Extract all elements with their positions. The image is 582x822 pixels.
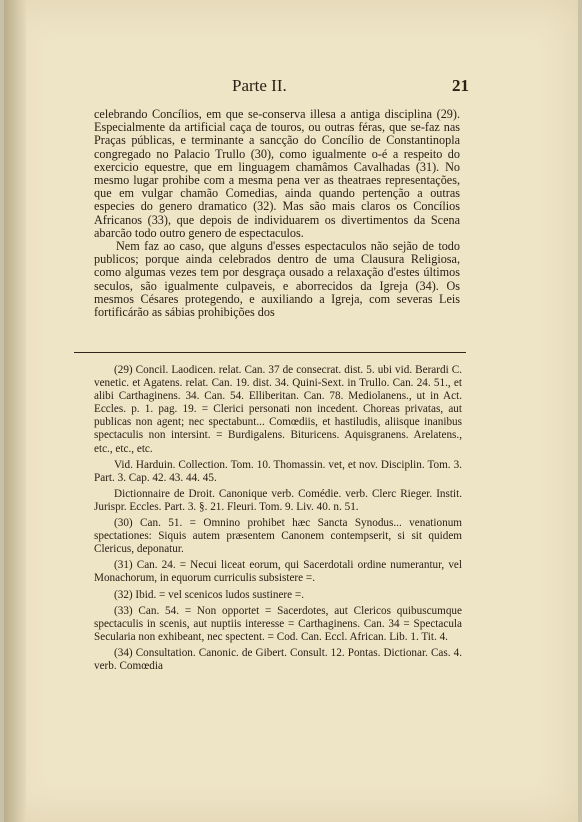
footnote: Dictionnaire de Droit. Canonique verb. Comédie. verb. Clerc Rieger. Instit. Jurispr. Eccles. Part. 3. §. 21. Fleuri. Tom. 9. Liv. 40. n. 51. — [94, 487, 462, 513]
body-paragraph: celebrando Concílios, em que se-conserva illesa a antiga disciplina (29). Especialmente da artificial caça de touros, ou outras féras, que se-faz nas Praças públicas, e terminante a sancção do Concílio de Constantinopla congregado no Palacio Trullo (30), como igualmente o-é a respeito do exercicio equestre, que em linguagem chamâmos Cavalhadas (31). No mesmo lugar prohibe com a mesma pena ver as theatraes representações, que em vulgar chamão Comedias, ainda quando pertenção a outras especies do genero dramatico (32). Mas são mais claros os Concílios Africanos (33), que depois de individuarem os divertimentos da Scena abarcão todo outro genero de espectaculos. — [94, 107, 460, 240]
footnote-divider — [74, 352, 466, 353]
footnotes — [94, 364, 462, 676]
footnote: (30) Can. 51. = Omnino prohibet hæc Sancta Synodus... venationum spectationes: Siquis autem præsentem Canonem contempserit, si sit quidem Clericus, deponatur. — [94, 517, 462, 556]
main-text — [94, 108, 460, 319]
book-page — [4, 0, 578, 822]
page-number: 21 — [452, 76, 469, 95]
footnote: (31) Can. 24. = Necui liceat eorum, qui Sacerdotali ordine numerantur, vel Monachorum, in equorum curriculis subsistere =. — [94, 559, 462, 585]
footnote: (29) Concil. Laodicen. relat. Can. 37 de consecrat. dist. 5. ubi vid. Berardi C. venetic. et Agatens. relat. Can. 19. dist. 34. Quini-Sext. in Trullo. Can. 24. 51., et alibi Carthaginens. 34. Can. 54. Elliberitan. Can. 78. Mediolanens., ut in Act. Eccles. p. 1. pag. 19. = Clerici personati non incedent. Choreas privatas, aut publicas non agent; nec spectabunt... Comœdiis, et hastiludis, aliisque inanibus spectaculis non intersint. = Burdigalens. Bituricens. Aquisgranens. Arelatens., etc., etc., etc. — [94, 364, 462, 455]
page-gutter — [4, 0, 26, 822]
footnote: Vid. Harduin. Collection. Tom. 10. Thomassin. vet, et nov. Disciplin. Tom. 3. Part. 3. Cap. 42. 43. 44. 45. — [94, 458, 462, 484]
body-paragraph: Nem faz ao caso, que alguns d'esses espectaculos não sejão de todo publicos; porque ainda celebrados dentro de uma Clausura Religiosa, como algumas vezes tem por desgraça ousado a relaxação d'estes últimos seculos, são igualmente culpaveis, e aborrecidos da Igreja (34). Os mesmos Césares protegendo, e auxiliando a Igreja, com severas Leis fortificárão as sábias prohibições dos — [94, 239, 460, 320]
page-header — [114, 76, 469, 100]
footnote: (33) Can. 54. = Non opportet = Sacerdotes, aut Clericos quibuscumque spectaculis in scenis, aut nuptiis interesse = Carthaginens. Can. 34 = Spectacula Secularia non exhibeant, nec spectent. = Cod. Can. Eccl. African. Lib. 1. Tit. 4. — [94, 604, 462, 643]
footnote: (32) Ibid. = vel scenicos ludos sustinere =. — [114, 588, 305, 601]
running-title: Parte II. — [232, 76, 287, 95]
footnote: (34) Consultation. Canonic. de Gibert. Consult. 12. Pontas. Dictionar. Cas. 4. verb. Comœdia — [94, 646, 462, 672]
